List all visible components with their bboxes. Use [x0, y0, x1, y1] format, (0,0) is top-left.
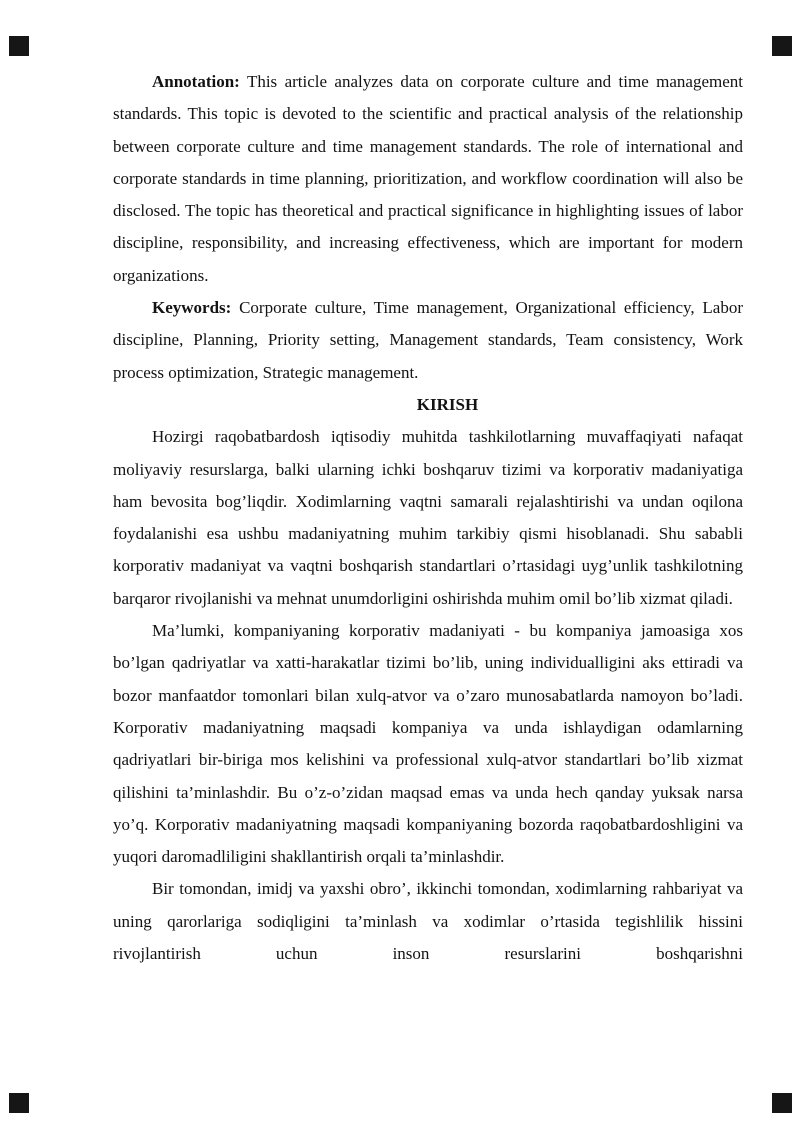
section-heading-kirish: KIRISH: [416, 394, 479, 414]
scan-corner-mark-bottom-left: [9, 1093, 29, 1113]
annotation-paragraph: [113, 66, 743, 292]
body-paragraph-2: Ma’lumki, kompaniyaning korporativ madaniyati - bu kompaniya jamoasiga xos bo’lgan qadriyatlar va xatti-harakatlar tizimi bo’lib, uning individualligini aks ettiradi va bozor manfaatdor tomonlari bilan xulq-atvor va o’zaro munosabatlarda namoyon bo’ladi. Korporativ madaniyatning maqsadi kompaniya va unda ishlaydigan odamlarning qadriyatlari bir-biriga mos kelishini va professional xulq-atvor standartlari bo’lib xizmat qilishini ta’minlashdir. Bu o’z-o’zidan maqsad emas va unda hech qanday yuksak narsa yo’q. Korporativ madaniyatning maqsadi kompaniyaning bozorda raqobatbardoshligini va yuqori daromadliligini shakllantirish orqali ta’minlashdir.: [113, 621, 743, 867]
annotation-text: This article analyzes data on corporate culture and time management standards. This topic is devoted to the scientific and practical analysis of the relationship between corporate culture and time management standards. The role of international and corporate standards in time planning, prioritization, and workflow coordination will also be disclosed. The topic has theoretical and practical significance in highlighting issues of labor discipline, responsibility, and increasing effectiveness, which are important for modern organizations.: [113, 72, 743, 285]
keywords-text: Corporate culture, Time management, Organizational efficiency, Labor discipline, Planning, Priority setting, Management standards, Team consistency, Work process optimization, Strategic management.: [113, 298, 743, 382]
keywords-label: Keywords:: [152, 298, 232, 318]
annotation-label: Annotation:: [152, 72, 240, 91]
page-content: [113, 66, 743, 970]
keywords-paragraph: [113, 292, 743, 389]
body-paragraph-1: Hozirgi raqobatbardosh iqtisodiy muhitda tashkilotlarning muvaffaqiyati nafaqat moliyaviy resurslarga, balki ularning ichki boshqaruv tizimi va korporativ madaniyatiga ham bevosita bog’liqdir. Xodimlarning vaqtni samarali rejalashtirishi va undan oqilona foydalanishi esa ushbu madaniyatning muhim tarkibiy qismi hisoblanadi. Shu sababli korporativ madaniyat va vaqtni boshqarish standartlari o’rtasidagi uyg’unlik tashkilotning barqaror rivojlanishi va mehnat unumdorligini oshirishda muhim omil bo’lib xizmat qiladi.: [113, 427, 743, 608]
scan-corner-mark-bottom-right: [772, 1093, 792, 1113]
body-paragraph-3: Bir tomondan, imidj va yaxshi obro’, ikkinchi tomondan, xodimlarning rahbariyat va uning qarorlariga sodiqligini ta’minlash va xodimlar o’rtasida tegishlilik hissini rivojlantirish uchun inson resurslarini boshqarishni: [113, 879, 743, 964]
scan-corner-mark-top-right: [772, 36, 792, 56]
scan-corner-mark-top-left: [9, 36, 29, 56]
